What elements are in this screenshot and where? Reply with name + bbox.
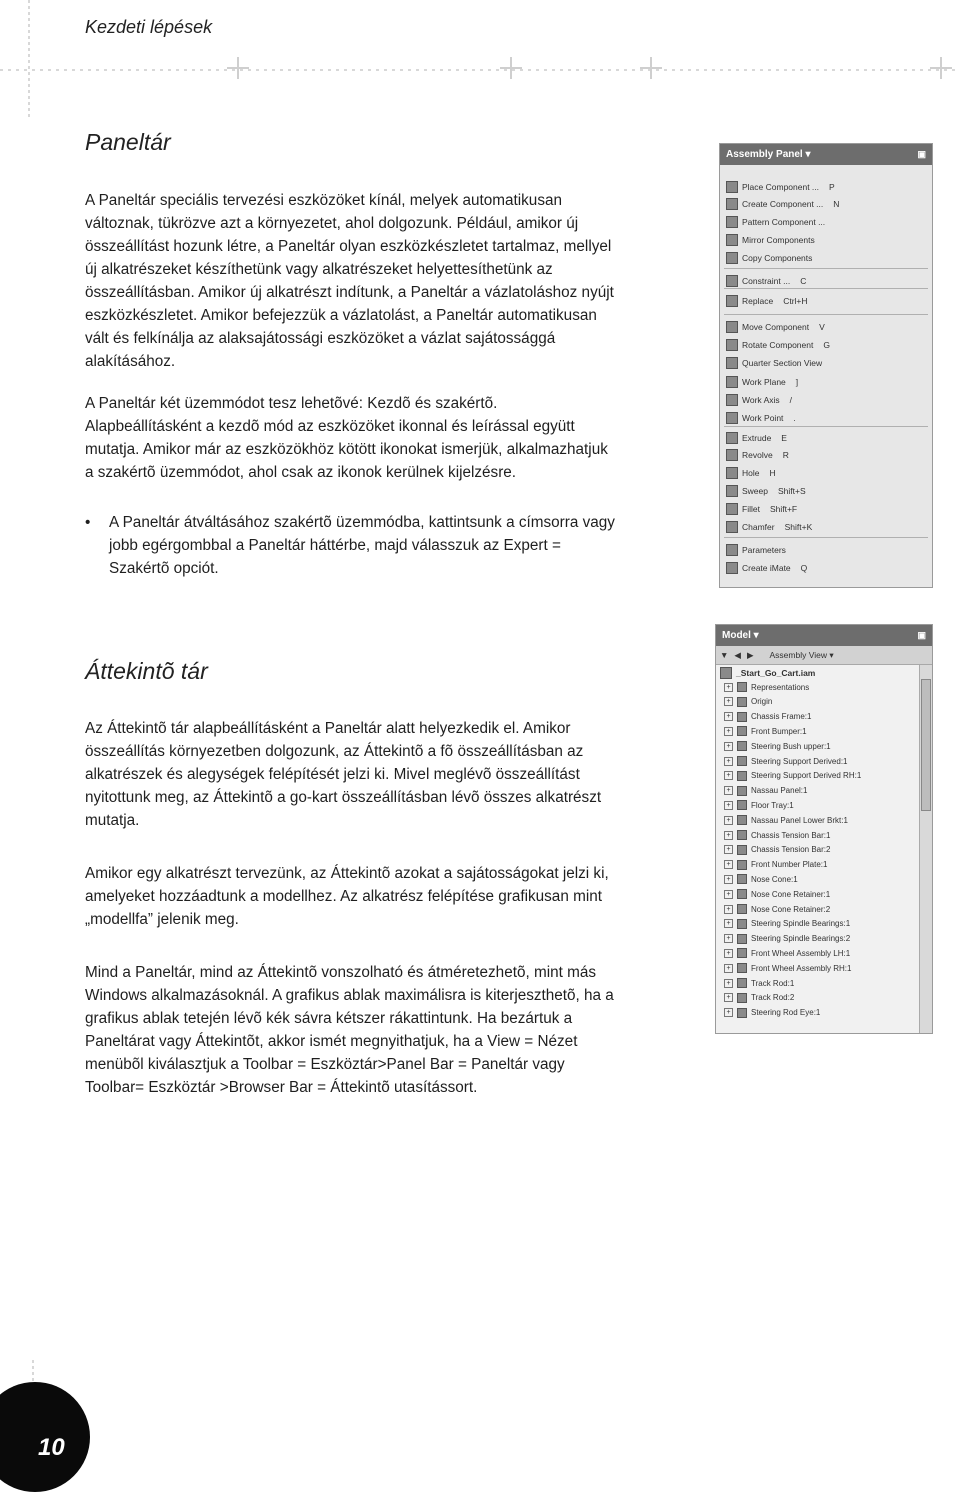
paragraph: Mind a Paneltár, mind az Áttekintõ vonszolható és átméretezhetõ, mint más Windows alkalmazásoknál. A grafikus ablak maximálisra is kiterjeszthetõ, ha a grafikus ablak tetején lévõ kék sávra kétszer rákattintunk. Ha bezártuk a Paneltárat vagy Áttekintõt, akkor ismét megnyithatjuk, ha a View = Nézet menübõl kiválasztjuk a Toolbar = Eszköztár>Panel Bar = Paneltár vagy Toolbar= Eszköztár >Browser Bar = Áttekintõ utasítássort. (85, 964, 614, 1096)
expand-icon[interactable]: + (724, 742, 733, 751)
component-icon (737, 874, 747, 884)
tree-item-label: Track Rod:1 (751, 978, 795, 988)
tree-item[interactable] (724, 771, 861, 781)
paragraph: A Paneltár két üzemmódot tesz lehetõvé: Kezdõ és szakértõ. Alapbeállításként a kezdõ mód az eszközöket ikonnal és leírással együtt mutatja. Amikor már az eszközökhöz kötött ikonokat ismerjük, alkalmazhatjuk a szakértõ üzemmódot, ahol csak az ikonok kerülnek kijelzésre. (85, 395, 608, 481)
tool-label: Work Plane (742, 377, 786, 387)
tool-shortcut: / (789, 395, 793, 405)
tree-item[interactable] (724, 712, 811, 722)
expand-icon[interactable]: + (724, 757, 733, 766)
panel-tool-item[interactable] (726, 562, 807, 574)
expand-icon[interactable]: + (724, 905, 733, 914)
tree-item-label: Steering Rod Eye:1 (751, 1008, 821, 1018)
panel-options-icon[interactable]: ▣ (917, 149, 926, 159)
component-icon (737, 712, 747, 722)
tool-shortcut: G (823, 340, 830, 350)
tree-item[interactable] (724, 904, 830, 914)
tree-item[interactable] (724, 756, 848, 766)
tool-icon (726, 449, 738, 461)
tool-label: Replace (742, 296, 774, 306)
tool-shortcut: Shift+F (769, 504, 798, 514)
forward-icon[interactable]: ▶ (746, 649, 754, 660)
tree-item[interactable] (724, 948, 850, 958)
tool-shortcut: . (793, 413, 796, 423)
assembly-panel-title: Assembly Panel ▾ (726, 149, 811, 160)
tool-icon (726, 339, 738, 351)
paragraph: Amikor egy alkatrészt tervezünk, az Áttekintõ azokat a sajátosságokat jelzi ki, amelyeket hozzáadtunk a modellhez. Az alkatrész felépítése grafikusan mint „modellfa” jelenik meg. (85, 865, 609, 928)
panel-tool-item[interactable] (726, 503, 797, 515)
tool-label: Mirror Components (742, 235, 815, 245)
tree-item-label: Nose Cone Retainer:2 (751, 904, 831, 914)
component-icon (737, 786, 747, 796)
tool-shortcut: Shift+S (778, 486, 806, 496)
tool-shortcut: N (833, 199, 840, 209)
tool-shortcut: Q (800, 563, 808, 573)
tool-shortcut: R (782, 450, 789, 460)
expand-icon[interactable]: + (724, 712, 733, 721)
tree-item[interactable] (724, 726, 807, 736)
component-icon (737, 934, 747, 944)
tool-label: Create iMate (742, 563, 791, 573)
component-icon (737, 815, 747, 825)
bullet-dot: • (85, 514, 91, 531)
tool-label: Create Component ... (742, 199, 824, 209)
tree-item[interactable] (724, 845, 830, 855)
panel-separator (724, 314, 928, 315)
component-icon (737, 682, 747, 692)
expand-icon[interactable]: + (724, 860, 733, 869)
tool-icon (726, 181, 738, 193)
tree-item-label: Floor Tray:1 (751, 800, 794, 810)
component-icon (737, 726, 747, 736)
model-tree (716, 665, 920, 1033)
tool-icon (726, 275, 738, 287)
registration-mark (930, 57, 952, 79)
expand-icon[interactable]: + (724, 786, 733, 795)
tool-icon (726, 321, 738, 333)
tool-label: Fillet (742, 504, 760, 514)
tool-shortcut: C (800, 276, 807, 286)
component-icon (737, 963, 747, 973)
tree-item-label: Front Number Plate:1 (751, 860, 828, 870)
page-number: 10 (38, 1434, 65, 1461)
tree-item[interactable] (724, 934, 850, 944)
tool-label: Move Component (742, 322, 810, 332)
view-selector-label: Assembly View (769, 649, 827, 660)
tool-icon (726, 432, 738, 444)
registration-mark (227, 57, 249, 79)
tool-label: Quarter Section View (742, 358, 823, 368)
panel-tool-item[interactable] (726, 321, 825, 333)
panel-tool-item[interactable] (726, 275, 806, 287)
section-heading-attekinto: Áttekintõ tár (85, 658, 208, 684)
panel-tool-item[interactable] (726, 449, 789, 461)
tree-item[interactable] (724, 874, 798, 884)
tree-item-label: Track Rod:2 (751, 993, 795, 1003)
tree-item-label: Chassis Frame:1 (751, 712, 812, 722)
panel-tool-item[interactable] (726, 216, 835, 228)
bullet-item (85, 511, 615, 580)
tree-item-label: Front Bumper:1 (751, 726, 807, 736)
crop-mark-horizontal-top (0, 69, 960, 71)
tool-shortcut: P (829, 182, 835, 192)
component-icon (737, 741, 747, 751)
tree-root[interactable] (720, 667, 815, 679)
tool-icon (726, 521, 738, 533)
tool-icon (726, 485, 738, 497)
expand-icon[interactable]: + (724, 816, 733, 825)
panel-tool-item[interactable] (726, 432, 787, 444)
expand-icon[interactable]: + (724, 831, 733, 840)
tree-item-label: Nassau Panel Lower Brkt:1 (751, 815, 848, 825)
attekinto-body (85, 717, 615, 1118)
model-browser-titlebar[interactable] (716, 625, 932, 646)
tree-item[interactable] (724, 993, 794, 1003)
tree-item-label: Nassau Panel:1 (751, 786, 808, 796)
expand-icon[interactable]: + (724, 771, 733, 780)
panel-tool-item[interactable] (726, 521, 812, 533)
tree-item-label: Origin (751, 697, 773, 707)
tool-icon (726, 562, 738, 574)
tool-shortcut: E (781, 433, 787, 443)
panel-separator (724, 426, 928, 427)
paragraph: A Paneltár speciális tervezési eszközöket kínál, melyek automatikusan változnak, tükrözve azt a környezetet, ahol dolgozunk. Például, amikor új összeállítást hozunk létre, a Paneltár olyan eszközkészletet tartalmaz, mellyel új alkatrészeket készíthetünk vagy alkatrészeket helyettesíthetünk az összeállításban. Amikor új alkatrészt indítunk, a Paneltár a vázlatoláshoz nyújt eszközkészletet. Amikor befejezzük a vázlatolást, a Paneltár automatikusan vált és felkínálja az alaksajátossági eszközöket a vázlat sajátossággá alakításához. (85, 192, 614, 370)
tool-label: Revolve (742, 450, 773, 460)
panel-tool-item[interactable] (726, 198, 839, 210)
panel-tool-item[interactable] (726, 252, 822, 264)
tool-label: Chamfer (742, 522, 775, 532)
view-selector[interactable]: Assembly View ▾ (769, 649, 834, 660)
component-icon (737, 860, 747, 870)
tool-shortcut: Shift+K (784, 522, 813, 532)
tree-item[interactable] (724, 815, 848, 825)
tool-icon (726, 376, 738, 388)
component-icon (737, 978, 747, 988)
component-icon (737, 756, 747, 766)
tree-item[interactable] (724, 860, 827, 870)
tree-item[interactable] (724, 889, 830, 899)
assembly-panel-titlebar[interactable] (720, 144, 932, 165)
tree-item[interactable] (724, 978, 794, 988)
tool-label: Hole (742, 468, 760, 478)
tool-label: Sweep (742, 486, 768, 496)
tool-label: Work Axis (742, 395, 780, 405)
panel-separator (724, 268, 928, 269)
tool-label: Parameters (742, 545, 786, 555)
tool-icon (726, 216, 738, 228)
registration-mark (640, 57, 662, 79)
section-heading-paneltar: Paneltár (85, 129, 171, 155)
tool-label: Place Component ... (742, 182, 820, 192)
component-icon (737, 904, 747, 914)
model-browser-title: Model ▾ (722, 630, 759, 641)
panel-tool-item[interactable] (726, 295, 808, 307)
tree-item-label: Chassis Tension Bar:2 (751, 845, 831, 855)
filter-icon[interactable]: ▼ (720, 650, 729, 660)
tool-icon (726, 234, 738, 246)
assembly-panel-screenshot (719, 143, 933, 588)
expand-icon[interactable]: + (724, 979, 733, 988)
tool-label: Pattern Component ... (742, 217, 826, 227)
expand-icon[interactable]: + (724, 1008, 733, 1017)
tree-item-label: Front Wheel Assembly LH:1 (751, 948, 851, 958)
model-browser-toolbar (716, 646, 932, 665)
expand-icon[interactable]: + (724, 993, 733, 1002)
tool-shortcut: Ctrl+H (783, 296, 808, 306)
expand-icon[interactable]: + (724, 890, 733, 899)
tree-item-label: Representations (751, 682, 810, 692)
panel-tool-item[interactable] (726, 357, 832, 369)
panel-tool-item[interactable] (726, 376, 798, 388)
component-icon (737, 771, 747, 781)
tool-icon (726, 198, 738, 210)
expand-icon[interactable]: + (724, 697, 733, 706)
tree-scrollbar[interactable] (919, 665, 932, 1033)
expand-icon[interactable]: + (724, 727, 733, 736)
tool-shortcut: V (819, 322, 825, 332)
tree-item[interactable] (724, 697, 772, 707)
registration-mark (500, 57, 522, 79)
component-icon (737, 948, 747, 958)
tree-item-label: Steering Bush upper:1 (751, 741, 831, 751)
model-browser-screenshot (715, 624, 933, 1034)
tree-item-label: Chassis Tension Bar:1 (751, 830, 831, 840)
tool-icon (726, 503, 738, 515)
component-icon (737, 697, 747, 707)
tree-item[interactable] (724, 919, 850, 929)
tool-icon (726, 394, 738, 406)
tool-label: Extrude (742, 433, 772, 443)
tree-item[interactable] (724, 1008, 820, 1018)
paragraph: Az Áttekintõ tár alapbeállításként a Paneltár alatt helyezkedik el. Amikor összeállítás környezetben dolgozunk, az Áttekintõ a fõ összeállításban az alkatrészek és alegységek felépítését jelzi ki. Mivel meglévõ összeállítást nyitottunk meg, az Áttekintõ a go-kart összeállításban lévõ összes alkatrészt mutatja. (85, 720, 602, 829)
tool-shortcut: ] (795, 377, 799, 387)
tree-item-label: Nose Cone:1 (751, 874, 798, 884)
expand-icon[interactable]: + (724, 919, 733, 928)
paneltar-body (85, 189, 615, 580)
expand-icon[interactable]: + (724, 949, 733, 958)
tool-icon (726, 544, 738, 556)
assembly-icon (720, 667, 732, 679)
component-icon (737, 800, 747, 810)
panel-tool-item[interactable] (726, 467, 776, 479)
panel-tool-item[interactable] (726, 544, 796, 556)
tree-item-label: Steering Spindle Bearings:1 (751, 919, 851, 929)
panel-tool-item[interactable] (726, 412, 796, 424)
tree-item[interactable] (724, 786, 807, 796)
component-icon (737, 830, 747, 840)
tree-item-label: Steering Support Derived RH:1 (751, 771, 862, 781)
running-head: Kezdeti lépések (85, 17, 213, 37)
tool-label: Constraint ... (742, 276, 791, 286)
expand-icon[interactable]: + (724, 845, 733, 854)
expand-icon[interactable]: + (724, 801, 733, 810)
tree-item-label: Steering Support Derived:1 (751, 756, 848, 766)
tree-item[interactable] (724, 741, 831, 751)
tree-item[interactable] (724, 830, 830, 840)
panel-tool-item[interactable] (726, 234, 825, 246)
crop-mark-vertical-top (28, 0, 30, 120)
panel-separator (724, 288, 928, 289)
expand-icon[interactable]: + (724, 875, 733, 884)
component-icon (737, 993, 747, 1003)
panel-separator (724, 537, 928, 538)
expand-icon[interactable]: + (724, 964, 733, 973)
panel-tool-item[interactable] (726, 181, 835, 193)
panel-tool-item[interactable] (726, 339, 830, 351)
panel-tool-item[interactable] (726, 485, 806, 497)
tool-label: Work Point (742, 413, 784, 423)
component-icon (737, 1008, 747, 1018)
tree-item[interactable] (724, 800, 794, 810)
tree-item-label: Steering Spindle Bearings:2 (751, 934, 851, 944)
tool-icon (726, 467, 738, 479)
expand-icon[interactable]: + (724, 683, 733, 692)
expand-icon[interactable]: + (724, 934, 733, 943)
tool-label: Copy Components (742, 253, 813, 263)
tree-item[interactable] (724, 682, 809, 692)
component-icon (737, 845, 747, 855)
tool-shortcut: H (769, 468, 776, 478)
scrollbar-thumb[interactable] (921, 679, 931, 811)
tool-icon (726, 412, 738, 424)
component-icon (737, 889, 747, 899)
tree-root-label: _Start_Go_Cart.iam (736, 668, 816, 678)
panel-options-icon[interactable]: ▣ (917, 630, 926, 640)
tool-icon (726, 295, 738, 307)
back-icon[interactable]: ◀ (734, 649, 741, 660)
tool-label: Rotate Component (742, 340, 814, 350)
tree-item-label: Nose Cone Retainer:1 (751, 889, 831, 899)
component-icon (737, 919, 747, 929)
tree-item[interactable] (724, 963, 851, 973)
tool-icon (726, 357, 738, 369)
bullet-text: A Paneltár átváltásához szakértõ üzemmódba, kattintsunk a címsorra vagy jobb egérgombbal a Paneltár háttérbe, majd válasszuk az Expert = Szakértõ opciót. (109, 514, 615, 577)
panel-tool-item[interactable] (726, 394, 792, 406)
tool-icon (726, 252, 738, 264)
tree-item-label: Front Wheel Assembly RH:1 (751, 963, 852, 973)
